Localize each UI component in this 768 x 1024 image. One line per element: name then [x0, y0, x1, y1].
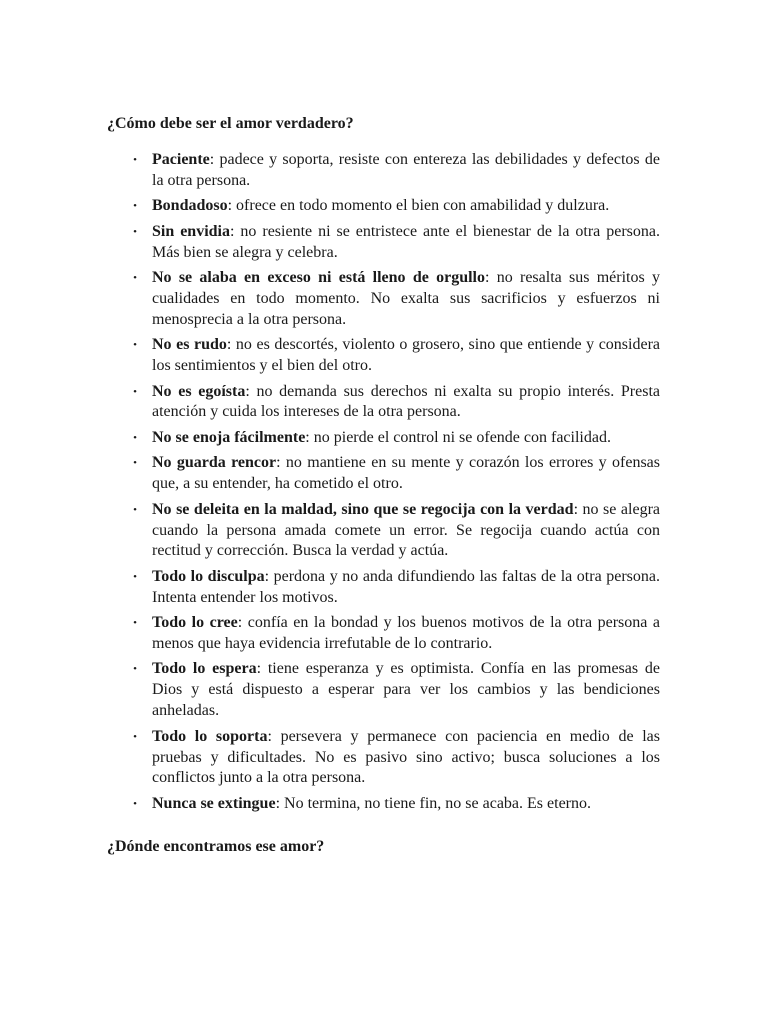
bullet-icon: • [133, 431, 137, 444]
list-item [133, 794, 660, 815]
item-term: No se alaba en exceso ni está lleno de orgullo [152, 269, 485, 287]
bullet-icon: • [133, 339, 137, 352]
heading-love-traits: ¿Cómo debe ser el amor verdadero? [107, 115, 354, 132]
bullet-icon: • [133, 225, 137, 238]
bullet-icon: • [133, 503, 137, 516]
list-item [133, 500, 660, 563]
bullet-icon: • [133, 570, 137, 583]
list-item [133, 335, 661, 377]
list-item [133, 659, 660, 722]
item-term: No se deleita en la maldad, sino que se regocija con la verdad [152, 500, 574, 518]
bullet-icon: • [133, 730, 137, 743]
bullet-icon: • [133, 272, 137, 285]
bullet-icon: • [133, 200, 137, 213]
item-term: No es rudo [152, 336, 227, 354]
bullet-icon: • [133, 617, 137, 630]
item-description: : perdona y no anda difundiendo las faltas de la otra persona. Intenta entender los motivos. [152, 567, 660, 606]
list-item [133, 268, 661, 331]
item-term: No se enoja fácilmente [152, 428, 306, 446]
item-description: : no resalta sus méritos y cualidades en todo momento. No exalta sus sacrificios y esfuerzos ni menosprecia a la otra persona. [152, 269, 661, 328]
list-item [133, 150, 660, 192]
list-item [133, 727, 660, 790]
item-term: No es egoísta [152, 382, 246, 400]
item-term: Sin envidia [152, 222, 230, 240]
item-description: : tiene esperanza y es optimista. Confía en las promesas de Dios y está dispuesto a esperar para ver los cambios y las bendiciones anheladas. [152, 660, 660, 720]
item-term: Todo lo soporta [152, 727, 268, 745]
item-description: : no pierde el control ni se ofende con facilidad. [305, 428, 611, 446]
item-description: : no mantiene en su mente y corazón los errores y ofensas que, a su entender, ha cometido el otro. [152, 454, 661, 493]
item-term: Todo lo cree [152, 614, 238, 632]
item-term: Nunca se extingue [152, 794, 276, 812]
heading-where-love: ¿Dónde encontramos ese amor? [107, 838, 325, 855]
item-description: : no se alegra cuando la persona amada comete un error. Se regocija cuando actúa con rectitud y corrección. Busca la verdad y actúa. [152, 500, 660, 560]
bullet-icon: • [133, 797, 137, 810]
item-description: : confía en la bondad y los buenos motivos de la otra persona a menos que haya evidencia irrefutable de lo contrario. [152, 614, 660, 653]
bullet-icon: • [133, 154, 137, 166]
bullet-icon: • [133, 457, 137, 470]
bullet-icon: • [133, 663, 137, 676]
love-traits-list [133, 150, 661, 819]
item-term: Paciente [152, 151, 210, 168]
item-term: Bondadoso [152, 197, 228, 215]
item-term: Todo lo disculpa [152, 567, 265, 585]
item-description: : no demanda sus derechos ni exalta su propio interés. Presta atención y cuida los intereses de la otra persona. [152, 382, 660, 421]
item-description: : no resiente ni se entristece ante el bienestar de la otra persona. Más bien se alegra y celebra. [152, 222, 661, 261]
bullet-icon: • [133, 385, 137, 398]
list-item [133, 382, 660, 424]
item-term: Todo lo espera [152, 660, 257, 678]
list-item [133, 222, 661, 264]
item-description: : no es descortés, violento o grosero, sino que entiende y considera los sentimientos y el bien del otro. [152, 336, 661, 375]
list-item [133, 567, 660, 609]
list-item [133, 453, 661, 495]
item-description: : persevera y permanece con paciencia en medio de las pruebas y dificultades. No es pasivo sino activo; busca soluciones a los conflictos junto a la otra persona. [152, 727, 660, 787]
list-item [133, 613, 660, 655]
list-item [133, 428, 660, 449]
item-description: : ofrece en todo momento el bien con amabilidad y dulzura. [227, 197, 610, 215]
list-item [133, 196, 660, 217]
item-term: No guarda rencor [152, 454, 277, 472]
item-description: : padece y soporta, resiste con entereza las debilidades y defectos de la otra persona. [152, 151, 660, 189]
item-description: : No termina, no tiene fin, no se acaba. Es eterno. [275, 794, 592, 812]
